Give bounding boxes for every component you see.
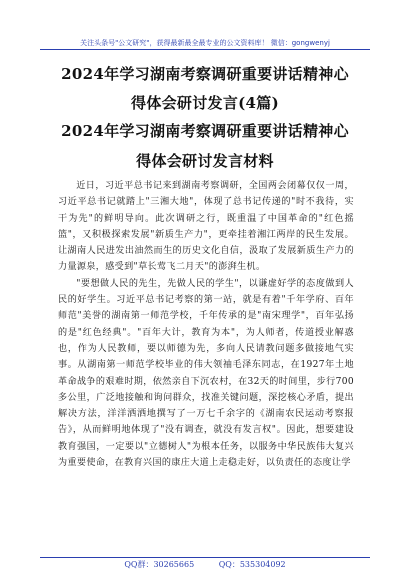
- footer-qq-group: QQ群：30265665: [124, 560, 195, 569]
- document-title-line-2: 得体会研讨发言(4篇): [131, 94, 279, 112]
- header-banner: 关注头条号"公文研究"，获得最新最全最专业的公文资料库！ 微信：gongwenyj: [80, 39, 330, 47]
- paragraph: 近日，习近平总书记来到湖南考察调研，全国两会闭幕仅仅一周，习近平总书记就踏上"三湘大地"，体现了总书记传递的"时不我待，实干为先"的鲜明导向。此次调研之行，既重温了中国革命的"红色摇篮"，又积极探索发展"新质生产力"，更牵挂着湘江两岸的民生发展。让湖南人民进发出油然而生的历史文化自信，汲取了发展新质生产力的力量源泉，感受到"草长莺飞二月天"的澎湃生机。: [58, 181, 354, 273]
- footer-qq: QQ：535304092: [218, 560, 286, 569]
- paragraph: "要想做人民的先生，先做人民的学生"，以谦虚好学的态度做到人民的好学生。习近平总书记考察的第一站，就是有着"千年学府、百年师范"美誉的湖南第一师范学校，千年传承的是"南宋理学"，百年弘扬的是"红色经典"。"百年大计，教育为本"，为人师者，传道授业解惑也，作为人民教师，要以师德为先，多向人民请教问题多做接地气实事。从湖南第一师范学校毕业的伟大领袖毛泽东同志，在1927年土地革命战争的艰难时期，依然亲自下沉农村，在32天的时间里，步行700多公里，广泛地接触和询问群众，找准关键问题，深挖核心矛盾，提出解决方法，洋洋洒洒地撰写了一万七千余字的《湖南农民运动考察报告》，从而鲜明地体现了"没有调查，就没有发言权"。因此，想要建设教育强国，一定要以"立德树人"为根本任务，以服务中华民族伟大复兴为重要使命，在教育兴国的康庄大道上走稳走好，以负责任的态度让学: [58, 278, 354, 469]
- section-title-line-2: 得体会研讨发言材料: [136, 152, 274, 170]
- header-divider: [40, 49, 370, 50]
- section-title-line-1: 2024年学习湖南考察调研重要讲话精神心: [61, 122, 349, 140]
- document-title-line-1: 2024年学习湖南考察调研重要讲话精神心: [61, 65, 349, 83]
- body-text: [58, 178, 354, 471]
- footer: [40, 559, 370, 570]
- footer-divider: [40, 557, 370, 558]
